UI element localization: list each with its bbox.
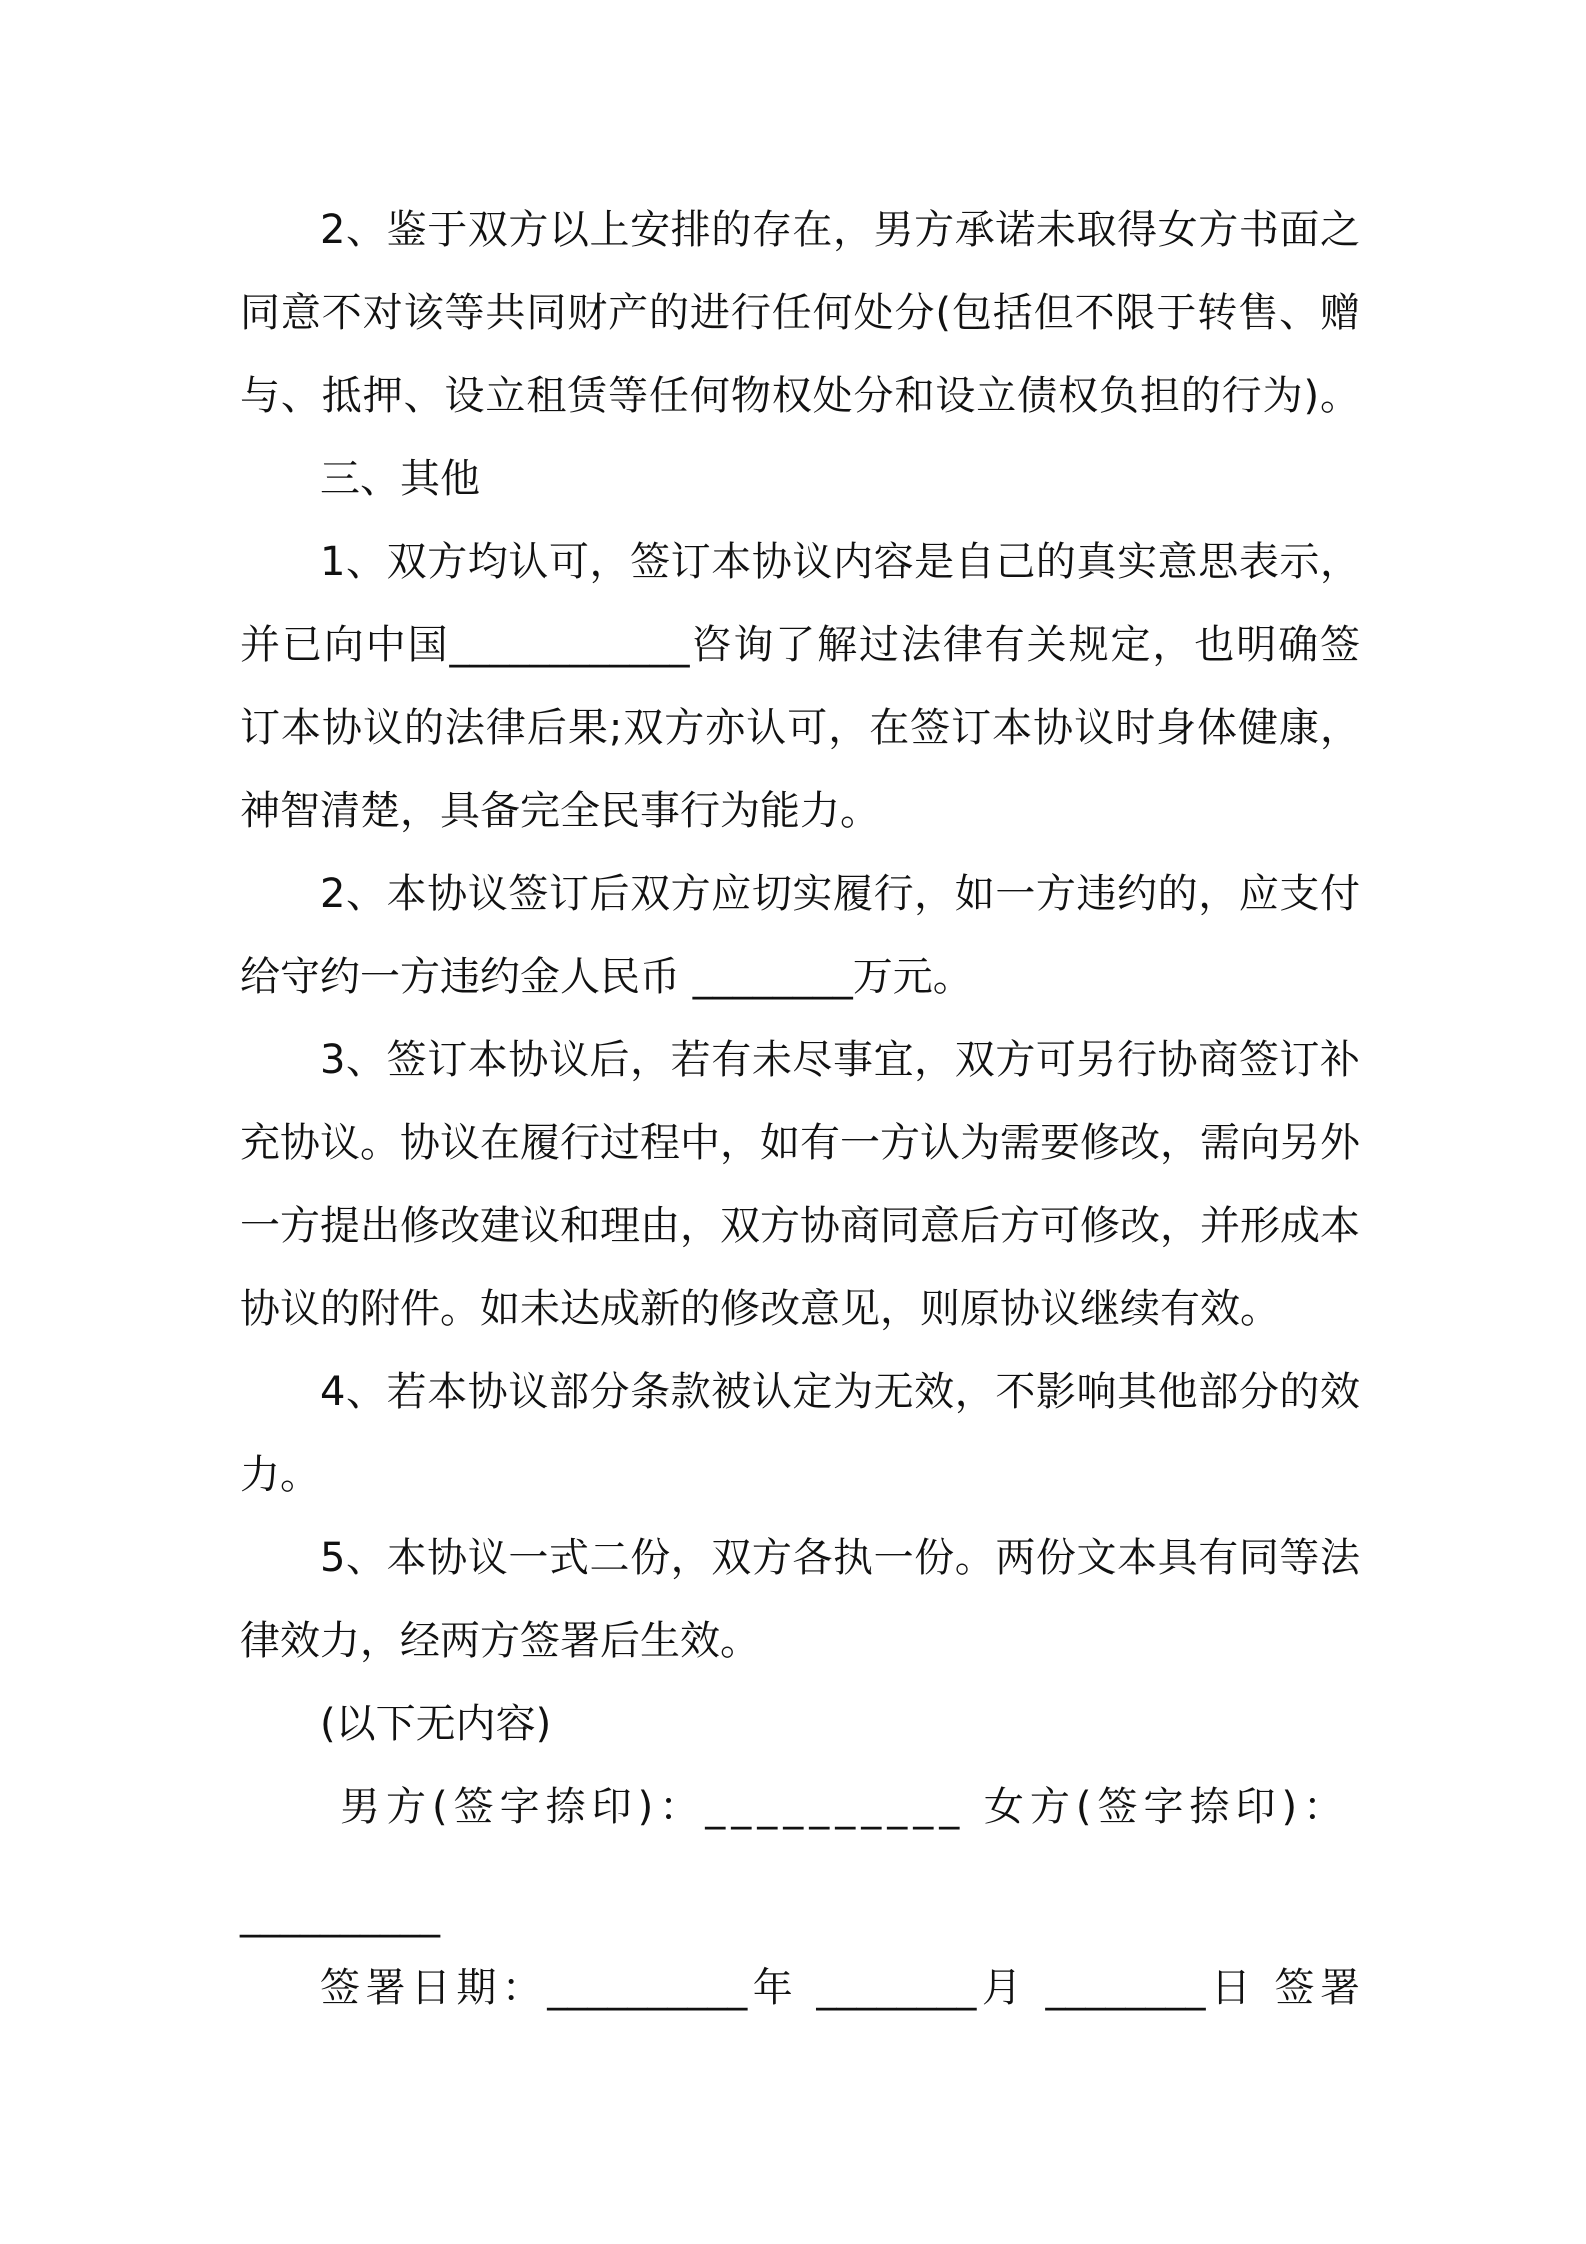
paragraph-line: 充协议。协议在履行过程中，如有一方认为需要修改，需向另外 xyxy=(240,1120,1360,1166)
paragraph-line: 4、若本协议部分条款被认定为无效，不影响其他部分的效 xyxy=(320,1369,1360,1415)
end-note: (以下无内容) xyxy=(320,1701,552,1747)
paragraph-line: 给守约一方违约金人民币 ________万元。 xyxy=(240,954,973,1000)
paragraph-line: 与、抵押、设立租赁等任何物权处分和设立债权负担的行为)。 xyxy=(240,373,1360,419)
signature-line: 男方(签字捺印)：__________ 女方(签字捺印)： xyxy=(340,1784,1350,1830)
paragraph-line: 并已向中国____________咨询了解过法律有关规定，也明确签 xyxy=(240,622,1360,668)
paragraph-line: 同意不对该等共同财产的进行任何处分(包括但不限于转售、赠 xyxy=(240,290,1360,336)
paragraph-line: 一方提出修改建议和理由，双方协商同意后方可修改，并形成本 xyxy=(240,1203,1360,1249)
paragraph-line: 2、本协议签订后双方应切实履行，如一方违约的，应支付 xyxy=(320,871,1360,917)
section-heading: 三、其他 xyxy=(320,456,480,502)
paragraph-line: 协议的附件。如未达成新的修改意见，则原协议继续有效。 xyxy=(240,1286,1280,1332)
paragraph-line: 订本协议的法律后果;双方亦认可，在签订本协议时身体健康， xyxy=(240,705,1360,751)
paragraph-line: 力。 xyxy=(240,1452,320,1498)
signing-date-line: 签署日期：__________年 ________月 ________日 签署 xyxy=(320,1965,1360,2011)
paragraph-line: 3、签订本协议后，若有未尽事宜，双方可另行协商签订补 xyxy=(320,1037,1360,1083)
paragraph-line: 1、双方均认可，签订本协议内容是自己的真实意思表示， xyxy=(320,539,1360,585)
paragraph-line: 神智清楚，具备完全民事行为能力。 xyxy=(240,788,880,834)
paragraph-line: 律效力，经两方签署后生效。 xyxy=(240,1618,760,1664)
paragraph-line: 5、本协议一式二份，双方各执一份。两份文本具有同等法 xyxy=(320,1535,1360,1581)
paragraph-line: 2、鉴于双方以上安排的存在，男方承诺未取得女方书面之 xyxy=(320,207,1360,253)
signature-blank: __________ xyxy=(240,1892,440,1938)
